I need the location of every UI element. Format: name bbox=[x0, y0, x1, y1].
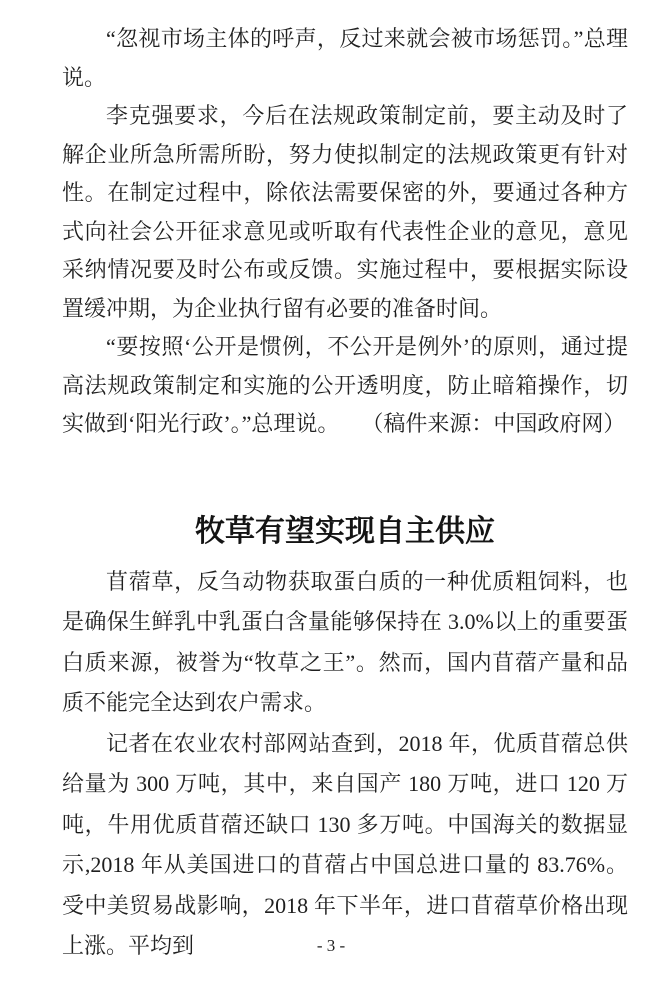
article-title-forage-supply: 牧草有望实现自主供应 bbox=[195, 514, 495, 548]
paragraph-alfalfa-statistics: 记者在农业农村部网站查到，2018 年，优质苜蓿总供给量为 300 万吨，其中，来自国产 180 万吨，进口 120 万吨，牛用优质苜蓿还缺口 130 多万吨。中国海关的数据显示,2018 年从美国进口的苜蓿占中国总进口量的 83.76%。受中美贸易战影响，2018 年下半年，进口苜蓿草价格出现上涨。平均到 bbox=[62, 730, 628, 958]
paragraph-quote-premier: “忽视市场主体的呼声，反过来就会被市场惩罚。”总理说。 bbox=[62, 26, 628, 90]
paragraph-likeqiang-requirements: 李克强要求，今后在法规政策制定前，要主动及时了解企业所急所需所盼，努力使拟制定的法规政策更有针对性。在制定过程中，除依法需要保密的外，要通过各种方式向社会公开征求意见或听取有代表性企业的意见，意见采纳情况要及时公布或反馈。实施过程中，要根据实际设置缓冲期，为企业执行留有必要的准备时间。 bbox=[62, 103, 628, 321]
paragraph-sunshine-administration: “要按照‘公开是惯例，不公开是例外’的原则，通过提高法规政策制定和实施的公开透明度，防止暗箱操作，切实做到‘阳光行政’。”总理说。 （稿件来源：中国政府网） bbox=[62, 334, 628, 436]
page-content bbox=[62, 20, 628, 967]
page-number: - 3 - bbox=[316, 936, 346, 955]
article-forage bbox=[62, 562, 628, 967]
paragraph-alfalfa-intro: 苜蓿草，反刍动物获取蛋白质的一种优质粗饲料，也是确保生鲜乳中乳蛋白含量能够保持在 3.0%以上的重要蛋白质来源，被誉为“牧草之王”。然而，国内苜蓿产量和品质不能完全达到农户需求。 bbox=[62, 568, 628, 715]
article-govt-policy bbox=[62, 20, 628, 444]
